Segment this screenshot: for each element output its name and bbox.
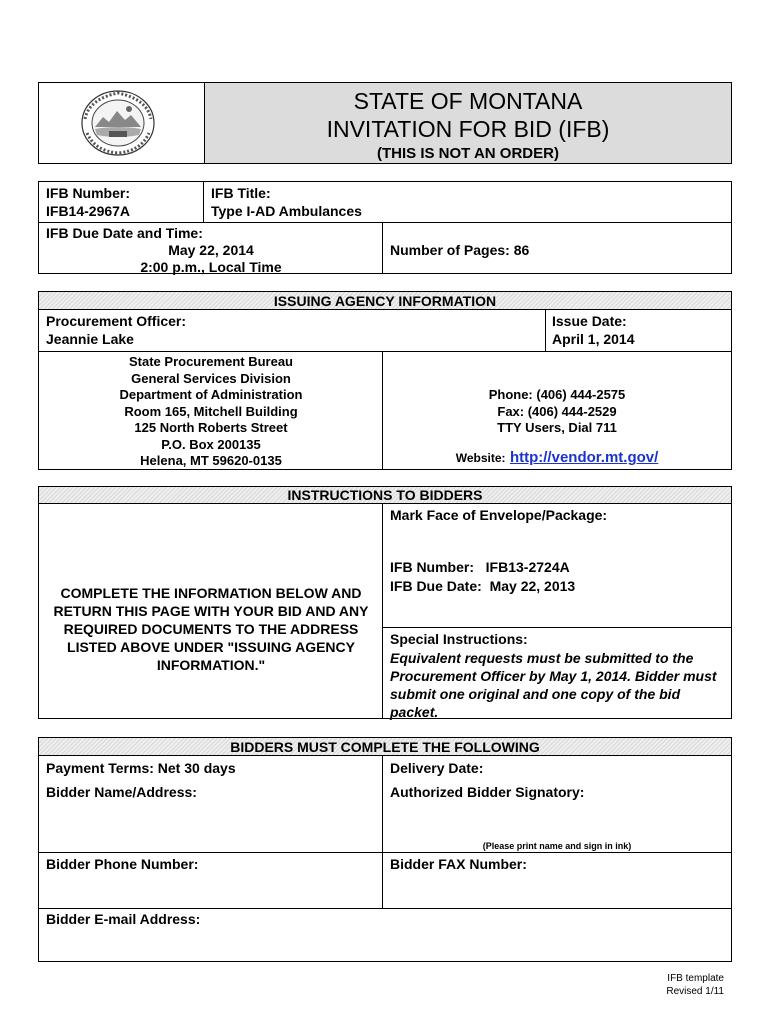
delivery-date-label: Delivery Date:: [390, 760, 484, 776]
website-label: Website:: [455, 451, 506, 465]
ifb-due-cell: [39, 223, 383, 273]
signatory-label: Authorized Bidder Signatory:: [390, 784, 585, 800]
pages-cell: [383, 223, 731, 273]
pages-label: Number of Pages:: [390, 242, 510, 258]
title-cell: [205, 83, 731, 163]
address-line: Department of Administration: [119, 387, 303, 402]
pages-value: 86: [513, 242, 530, 258]
bidders-heading: BIDDERS MUST COMPLETE THE FOLLOWING: [39, 738, 731, 756]
address-line: Helena, MT 59620-0135: [140, 453, 282, 468]
issue-label: Issue Date:: [552, 313, 627, 329]
phone-text: Phone: (406) 444-2575: [488, 387, 626, 402]
payment-terms-cell: [39, 756, 383, 778]
bidder-name-address-field[interactable]: [39, 778, 383, 853]
payment-terms: Payment Terms: Net 30 days: [46, 760, 236, 776]
ifb-title-label: IFB Title:: [211, 185, 271, 201]
instructions-left-cell: [39, 504, 383, 718]
ifb-title-cell: [204, 182, 731, 223]
agency-box: [38, 291, 732, 470]
seal-cell: [39, 83, 205, 163]
bidder-email-label: Bidder E-mail Address:: [46, 911, 201, 927]
footer: [620, 972, 724, 998]
instructions-left-text: COMPLETE THE INFORMATION BELOW AND RETURN THIS PAGE WITH YOUR BID AND ANY REQUIRED DOCUMENTS TO THE ADDRESS LISTED ABOVE UNDER "ISSUING AGENCY INFORMATION.": [53, 585, 369, 673]
title-line3: (THIS IS NOT AN ORDER): [377, 145, 559, 162]
footer-line2: Revised 1/11: [666, 986, 724, 997]
ifb-info-box: [38, 181, 732, 274]
officer-cell: [39, 310, 546, 352]
website-link[interactable]: http://vendor.mt.gov/: [509, 449, 659, 466]
officer-name: Jeannie Lake: [46, 331, 134, 347]
ifb-number-cell: [39, 182, 204, 223]
instructions-box: [38, 486, 732, 719]
ifb-title-value: Type I-AD Ambulances: [211, 203, 362, 219]
print-note: (Please print name and sign in ink): [482, 841, 632, 851]
title-line1: STATE OF MONTANA: [353, 88, 583, 114]
ifb-due-label: IFB Due Date and Time:: [46, 225, 203, 241]
mark-face-cell: [383, 504, 731, 628]
instructions-heading: INSTRUCTIONS TO BIDDERS: [39, 487, 731, 504]
footer-line1: IFB template: [667, 973, 724, 984]
address-line: State Procurement Bureau: [129, 354, 293, 369]
bidder-phone-label: Bidder Phone Number:: [46, 856, 199, 872]
agency-heading: ISSUING AGENCY INFORMATION: [39, 292, 731, 310]
address-line: 125 North Roberts Street: [134, 420, 288, 435]
bidder-fax-label: Bidder FAX Number:: [390, 856, 527, 872]
header-box: [38, 82, 732, 164]
bidder-phone-field[interactable]: [39, 853, 383, 909]
special-text: Equivalent requests must be submitted to the Procurement Officer by May 1, 2014. Bidder must submit one original and one copy of the bid packet.: [390, 650, 717, 720]
bidders-box: [38, 737, 732, 962]
ifb-due-date: May 22, 2014: [168, 242, 254, 258]
title-line2: INVITATION FOR BID (IFB): [326, 116, 610, 142]
bidder-name-address-label: Bidder Name/Address:: [46, 784, 197, 800]
mark-face-label: Mark Face of Envelope/Package:: [390, 507, 608, 523]
address-cell: [39, 352, 383, 469]
issue-cell: [546, 310, 731, 352]
special-cell: [383, 628, 731, 718]
mark-ifb-due: IFB Due Date: May 22, 2013: [390, 578, 576, 594]
fax-text: Fax: (406) 444-2529: [497, 404, 617, 419]
montana-seal-icon: [79, 89, 157, 157]
issue-date: April 1, 2014: [552, 331, 635, 347]
special-label: Special Instructions:: [390, 631, 528, 647]
tty-text: TTY Users, Dial 711: [497, 420, 617, 435]
bidder-email-field[interactable]: [39, 909, 731, 961]
mark-ifb-number: IFB Number: IFB13-2724A: [390, 559, 570, 575]
website-line: [383, 449, 731, 467]
bidder-fax-field[interactable]: [383, 853, 731, 909]
pages-text: [390, 242, 529, 259]
signatory-field[interactable]: [383, 778, 731, 853]
contact-cell: [383, 352, 731, 469]
ifb-due-time: 2:00 p.m., Local Time: [140, 259, 282, 275]
ifb-number-label: IFB Number:: [46, 185, 130, 201]
ifb-number-value: IFB14-2967A: [46, 203, 131, 219]
address-line: P.O. Box 200135: [161, 437, 261, 452]
address-line: Room 165, Mitchell Building: [124, 404, 298, 419]
delivery-date-cell[interactable]: [383, 756, 731, 778]
officer-label: Procurement Officer:: [46, 313, 187, 329]
address-line: General Services Division: [131, 371, 291, 386]
